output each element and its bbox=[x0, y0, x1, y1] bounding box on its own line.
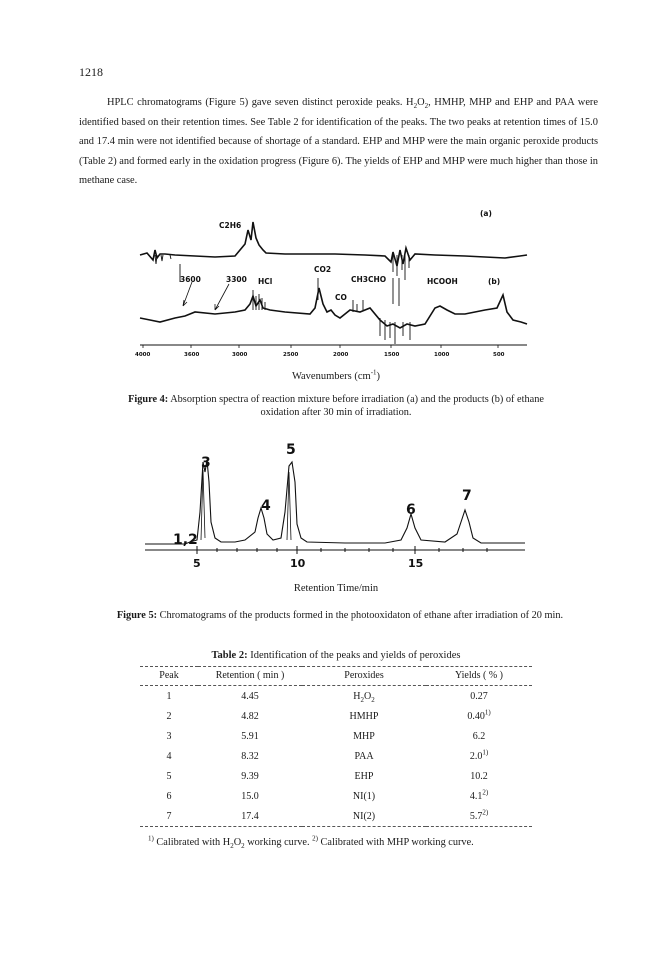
header-retention: Retention ( min ) bbox=[215, 670, 285, 681]
figure4-xlabel: Wavenumbers $(cm^{-1})$ bbox=[291, 368, 381, 382]
table-row: 3 5.91 MHP 6.2 bbox=[166, 730, 486, 742]
page-number: 1218 bbox=[79, 65, 103, 79]
table2-footnote: $^{1)}$ Calibrated with $H_2O_2$ working curve. $^{2)}$ Calibrated with MHP working curve. bbox=[148, 834, 474, 851]
peak-label-5: 5 bbox=[286, 442, 296, 458]
label-co: CO bbox=[335, 293, 347, 302]
tick-4000: 4000 bbox=[135, 352, 151, 358]
header-peak: Peak bbox=[159, 670, 179, 681]
peak-label-6: 6 bbox=[406, 502, 416, 518]
table-row: 6 15.0 NI(1) 4.1$^{2)}$ bbox=[166, 788, 489, 802]
body-paragraph bbox=[79, 93, 598, 191]
tick-1000: 1000 bbox=[434, 352, 450, 358]
label-a: (a) bbox=[480, 209, 492, 218]
peak-label-1-2: 1,2 bbox=[173, 532, 198, 548]
tick-1500: 1500 bbox=[384, 352, 400, 358]
para-line-4: MHP were the main organic peroxide products (Table 2) and formed early in the oxidation progress (Figure bbox=[79, 136, 599, 167]
spectrum-a-trace bbox=[140, 222, 527, 266]
label-c2h6: C2H6 bbox=[219, 221, 242, 230]
table-row: 5 9.39 EHP 10.2 bbox=[166, 770, 488, 782]
table-header-row bbox=[140, 667, 532, 686]
table-row: 1 4.45 $H_2O_2$ 0.27 bbox=[166, 690, 488, 704]
header-yields: Yields ( % ) bbox=[454, 670, 504, 681]
peak-label-3: 3 bbox=[201, 455, 211, 471]
peak-label-7: 7 bbox=[462, 488, 472, 504]
tick-2000: 2000 bbox=[333, 352, 349, 358]
label-ch3cho: CH3CHO bbox=[351, 275, 387, 284]
tick-3000: 3000 bbox=[232, 352, 248, 358]
arrow-3300 bbox=[215, 284, 229, 310]
figure5-caption: Figure 5: Chromatograms of the products formed in the photooxidaton of ethane after irradiation of 20 min. bbox=[116, 610, 564, 621]
figure4-spectra bbox=[135, 200, 530, 400]
label-hcl: HCl bbox=[258, 277, 273, 286]
para-line-1: HPLC chromatograms (Figure 5) gave seven distinct peroxide peaks. $H_2O_2$, HMHP, MHP and EHP bbox=[107, 97, 533, 111]
label-3300: 3300 bbox=[226, 275, 247, 284]
header-peroxides: Peroxides bbox=[344, 670, 384, 681]
tick-3600: 3600 bbox=[184, 352, 200, 358]
spectrum-b-trace bbox=[140, 288, 527, 328]
table-row: 2 4.82 HMHP 0.40$^{1)}$ bbox=[166, 708, 491, 722]
table2 bbox=[140, 666, 532, 827]
marker-lines bbox=[180, 264, 399, 306]
figure5-chromatogram bbox=[145, 442, 525, 587]
arrow-3600 bbox=[183, 282, 192, 306]
para-line-3: peaks at retention times of 15.0 and 17.4 min were not identified because of shortage of a standard. EHP and bbox=[79, 116, 598, 148]
table2-title: Table 2: Identification of the peaks and yields of peroxides bbox=[211, 650, 461, 661]
label-hcooh: HCOOH bbox=[427, 277, 458, 286]
tick-10: 10 bbox=[290, 557, 306, 570]
tick-15: 15 bbox=[408, 557, 424, 570]
label-co2: CO2 bbox=[314, 265, 332, 274]
chromatogram-trace-2 bbox=[201, 470, 291, 540]
table-row: 4 8.32 PAA 2.0$^{1)}$ bbox=[166, 748, 489, 762]
tick-500: 500 bbox=[493, 352, 505, 358]
figure4-caption: Figure 4: Absorption spectra of reaction mixture before irradiation (a) and the products (b) of ethane oxidation after 30 min of irradiation. bbox=[128, 394, 544, 418]
para-line-5: 6). The yields of EHP and MHP were much higher than those in methane case. bbox=[79, 155, 598, 187]
spectrum-b-noise bbox=[253, 290, 410, 344]
figure5-xlabel: Retention Time/min bbox=[293, 583, 379, 594]
tick-5: 5 bbox=[193, 557, 201, 570]
label-3600: 3600 bbox=[180, 275, 201, 284]
peak-label-4: 4 bbox=[261, 498, 271, 514]
tick-2500: 2500 bbox=[283, 352, 299, 358]
table-row: 7 17.4 NI(2) 5.7$^{2)}$ bbox=[140, 806, 532, 827]
para-line-2: and PAA were identified based on their retention times. See Table 2 for identification of the peaks. The two bbox=[79, 97, 598, 128]
label-b: (b) bbox=[488, 277, 501, 286]
